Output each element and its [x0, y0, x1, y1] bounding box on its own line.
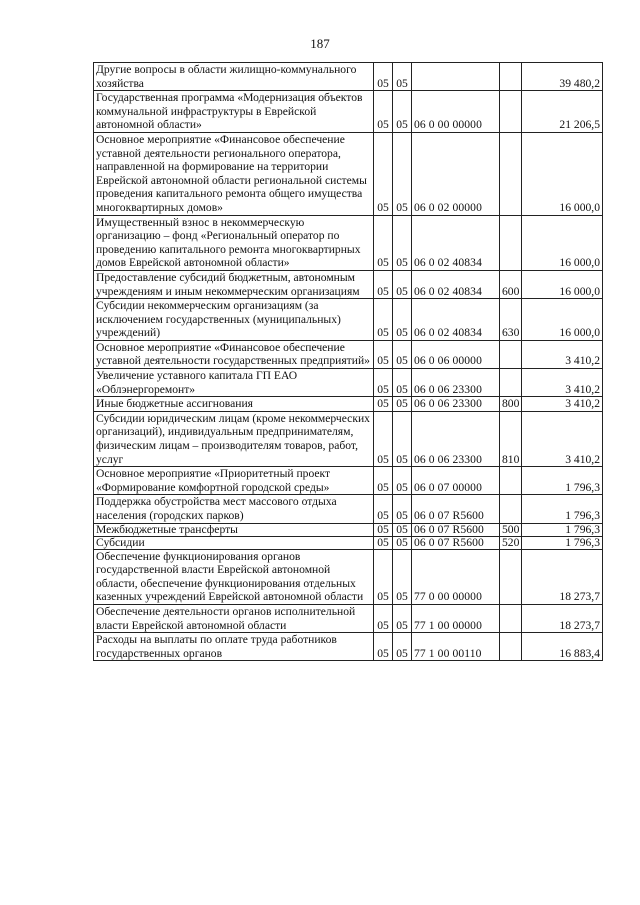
cell-section: 05: [374, 549, 393, 604]
cell-section: 05: [374, 536, 393, 549]
cell-amount: 3 410,2: [522, 411, 603, 466]
cell-target-article: 77 1 00 00110: [412, 633, 500, 661]
cell-target-article: 06 0 06 23300: [412, 411, 500, 466]
cell-section: 05: [374, 397, 393, 412]
cell-expense-type: 600: [500, 270, 522, 298]
cell-section: 05: [374, 604, 393, 632]
page-number: 187: [310, 36, 330, 51]
cell-expense-type: [500, 467, 522, 495]
cell-target-article: 06 0 07 R5600: [412, 536, 500, 549]
cell-name: Обеспечение функционирования органов государственной власти Еврейской автономной области, обеспечение функционирования отдельных казенных учреждений Еврейской автономной области: [94, 549, 374, 604]
table-row: [94, 270, 603, 298]
cell-section: 05: [374, 467, 393, 495]
cell-amount: 1 796,3: [522, 536, 603, 549]
cell-section: 05: [374, 369, 393, 397]
cell-target-article: 06 0 07 R5600: [412, 523, 500, 536]
table-row: [94, 369, 603, 397]
cell-amount: 16 000,0: [522, 270, 603, 298]
cell-subsection: 05: [393, 63, 412, 91]
cell-expense-type: [500, 549, 522, 604]
cell-target-article: 06 0 06 00000: [412, 340, 500, 368]
table-row: [94, 340, 603, 368]
cell-expense-type: [500, 91, 522, 133]
cell-subsection: 05: [393, 91, 412, 133]
cell-expense-type: [500, 604, 522, 632]
cell-expense-type: 800: [500, 397, 522, 412]
cell-target-article: 06 0 07 00000: [412, 467, 500, 495]
cell-subsection: 05: [393, 495, 412, 523]
table-row: [94, 495, 603, 523]
cell-section: 05: [374, 495, 393, 523]
cell-name: Основное мероприятие «Приоритетный проект «Формирование комфортной городской среды»: [94, 467, 374, 495]
cell-target-article: 77 1 00 00000: [412, 604, 500, 632]
cell-subsection: 05: [393, 523, 412, 536]
cell-expense-type: 520: [500, 536, 522, 549]
cell-subsection: 05: [393, 270, 412, 298]
cell-subsection: 05: [393, 549, 412, 604]
cell-expense-type: [500, 633, 522, 661]
table-row: [94, 549, 603, 604]
cell-section: 05: [374, 411, 393, 466]
cell-name: Имущественный взнос в некоммерческую организацию – фонд «Региональный оператор по проведению капитального ремонта многоквартирных домов Еврейской автономной области»: [94, 215, 374, 270]
cell-amount: 1 796,3: [522, 467, 603, 495]
cell-amount: 16 883,4: [522, 633, 603, 661]
cell-subsection: 05: [393, 397, 412, 412]
cell-expense-type: [500, 340, 522, 368]
cell-amount: 21 206,5: [522, 91, 603, 133]
table-row: [94, 215, 603, 270]
cell-section: 05: [374, 270, 393, 298]
cell-subsection: 05: [393, 633, 412, 661]
cell-amount: 3 410,2: [522, 397, 603, 412]
cell-section: 05: [374, 299, 393, 341]
cell-name: Расходы на выплаты по оплате труда работников государственных органов: [94, 633, 374, 661]
cell-subsection: 05: [393, 340, 412, 368]
cell-target-article: 06 0 02 40834: [412, 270, 500, 298]
cell-name: Основное мероприятие «Финансовое обеспечение уставной деятельности государственных предприятий»: [94, 340, 374, 368]
cell-amount: 16 000,0: [522, 299, 603, 341]
cell-name: Обеспечение деятельности органов исполнительной власти Еврейской автономной области: [94, 604, 374, 632]
cell-name: Другие вопросы в области жилищно-коммунального хозяйства: [94, 63, 374, 91]
cell-target-article: 06 0 06 23300: [412, 397, 500, 412]
cell-amount: 16 000,0: [522, 132, 603, 215]
cell-section: 05: [374, 523, 393, 536]
cell-expense-type: [500, 132, 522, 215]
cell-subsection: 05: [393, 215, 412, 270]
cell-target-article: [412, 63, 500, 91]
table-row: [94, 63, 603, 91]
cell-expense-type: [500, 215, 522, 270]
cell-section: 05: [374, 633, 393, 661]
cell-amount: 3 410,2: [522, 340, 603, 368]
cell-subsection: 05: [393, 536, 412, 549]
cell-target-article: 06 0 02 00000: [412, 132, 500, 215]
cell-subsection: 05: [393, 299, 412, 341]
table-row: [94, 523, 603, 536]
cell-name: Увеличение уставного капитала ГП ЕАО «Облэнергоремонт»: [94, 369, 374, 397]
cell-subsection: 05: [393, 369, 412, 397]
table-row: [94, 397, 603, 412]
cell-expense-type: 810: [500, 411, 522, 466]
cell-name: Предоставление субсидий бюджетным, автономным учреждениям и иным некоммерческим организациям: [94, 270, 374, 298]
cell-name: Поддержка обустройства мест массового отдыха населения (городских парков): [94, 495, 374, 523]
table-row: [94, 633, 603, 661]
cell-subsection: 05: [393, 411, 412, 466]
cell-section: 05: [374, 63, 393, 91]
budget-table-body: [94, 63, 603, 661]
cell-target-article: 06 0 02 40834: [412, 299, 500, 341]
cell-amount: 3 410,2: [522, 369, 603, 397]
table-row: [94, 411, 603, 466]
cell-name: Иные бюджетные ассигнования: [94, 397, 374, 412]
cell-target-article: 06 0 02 40834: [412, 215, 500, 270]
cell-name: Субсидии юридическим лицам (кроме некоммерческих организаций), индивидуальным предпринимателям, физическим лицам – производителям товаров, работ, услуг: [94, 411, 374, 466]
cell-target-article: 06 0 06 23300: [412, 369, 500, 397]
cell-target-article: 06 0 07 R5600: [412, 495, 500, 523]
cell-amount: 1 796,3: [522, 523, 603, 536]
cell-amount: 18 273,7: [522, 604, 603, 632]
cell-amount: 16 000,0: [522, 215, 603, 270]
cell-expense-type: 630: [500, 299, 522, 341]
table-row: [94, 536, 603, 549]
cell-name: Субсидии: [94, 536, 374, 549]
cell-name: Государственная программа «Модернизация объектов коммунальной инфраструктуры в Еврейской автономной области»: [94, 91, 374, 133]
cell-section: 05: [374, 340, 393, 368]
cell-section: 05: [374, 132, 393, 215]
cell-expense-type: [500, 495, 522, 523]
cell-name: Основное мероприятие «Финансовое обеспечение уставной деятельности регионального оператора, направленной на формирование на территории Еврейской автономной области региональной системы проведения капитального ремонта общего имущества многоквартирных домов»: [94, 132, 374, 215]
table-row: [94, 132, 603, 215]
cell-section: 05: [374, 215, 393, 270]
cell-name: Субсидии некоммерческим организациям (за исключением государственных (муниципальных) учреждений): [94, 299, 374, 341]
cell-subsection: 05: [393, 604, 412, 632]
table-row: [94, 604, 603, 632]
cell-subsection: 05: [393, 467, 412, 495]
cell-expense-type: 500: [500, 523, 522, 536]
cell-amount: 1 796,3: [522, 495, 603, 523]
cell-target-article: 06 0 00 00000: [412, 91, 500, 133]
cell-subsection: 05: [393, 132, 412, 215]
cell-target-article: 77 0 00 00000: [412, 549, 500, 604]
table-row: [94, 299, 603, 341]
table-row: [94, 467, 603, 495]
cell-expense-type: [500, 369, 522, 397]
cell-section: 05: [374, 91, 393, 133]
budget-table: [93, 62, 603, 661]
cell-name: Межбюджетные трансферты: [94, 523, 374, 536]
table-row: [94, 91, 603, 133]
cell-amount: 39 480,2: [522, 63, 603, 91]
cell-expense-type: [500, 63, 522, 91]
cell-amount: 18 273,7: [522, 549, 603, 604]
